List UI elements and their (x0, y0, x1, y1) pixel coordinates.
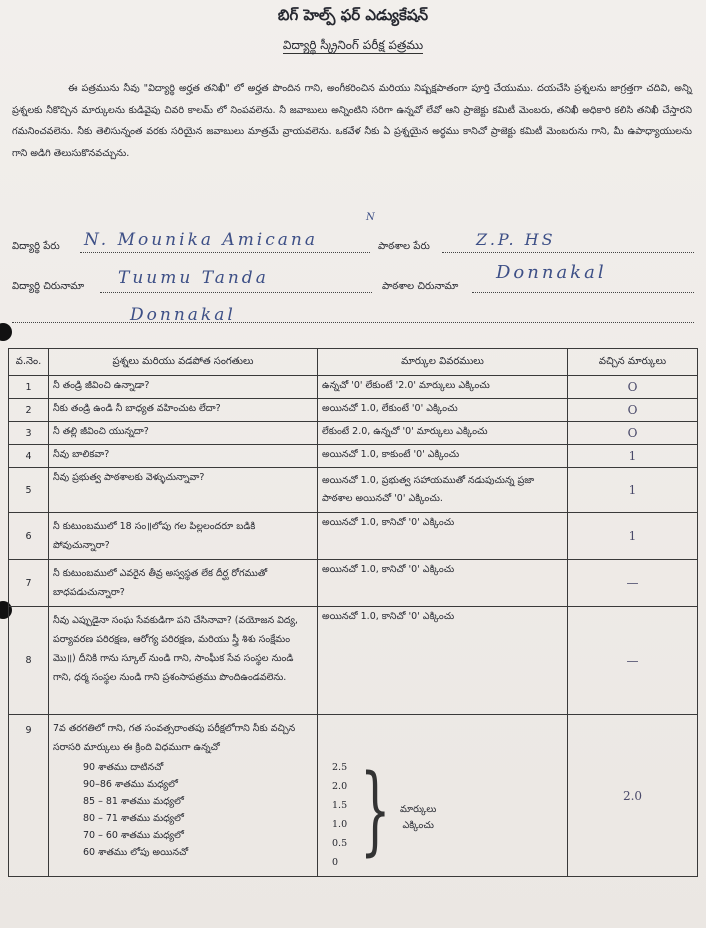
header-marks-received: వచ్చిన మార్కులు (568, 349, 698, 376)
row-detail: అయినచో 1.0, కానిచో '0' ఎక్కించు (318, 607, 568, 715)
row-question: నీ కుటుంబములో ఎవరైన తీవ్ర అస్వస్థత లేక దీర్ఘ రోగముతో బాధపడుచున్నారా? (49, 560, 318, 607)
percent-scale-list (53, 759, 313, 861)
school-address-line (472, 292, 694, 293)
scale-value: 2.0 (332, 781, 348, 792)
student-address-label: విద్యార్థి చిరునామా (12, 281, 85, 292)
scale-item: 90–86 శాతము మధ్యలో (83, 779, 178, 790)
row-question: నీకు తండ్రి ఉండి నీ బాధ్యత వహించుట లేదా? (49, 399, 318, 422)
punch-hole-top (0, 323, 12, 341)
row-mark: 2.0 (568, 715, 698, 877)
scale-item: 90 శాతము దాటినచో (83, 762, 164, 773)
row-question-9 (49, 715, 318, 877)
row-mark: O (568, 376, 698, 399)
row-num: 7 (9, 560, 49, 607)
table-row (9, 560, 698, 607)
row-num: 9 (9, 715, 49, 877)
row-question: నీవు బాలికవా? (49, 445, 318, 468)
row-detail: ఉన్నచో '0' లేకుంటే '2.0' మార్కులు ఎక్కించు (318, 376, 568, 399)
school-address-value: Donnakal (496, 262, 607, 283)
row-num: 6 (9, 513, 49, 560)
header-marks-detail: మార్కుల వివరములు (318, 349, 568, 376)
row-mark: O (568, 422, 698, 445)
row-mark: — (568, 560, 698, 607)
instructions-paragraph: ఈ పత్రమును నీవు "విద్యార్థి అర్హత తనిఖీ" లో అర్హత పొందిన గాని, అంగీకరించిన మరియు నిష్పక్షపాతంగా పూర్తి చేయుము. దయచేసి ప్రశ్నలను జాగ్రత్తగా చదివి, అన్ని ప్రశ్నలకు నీకొచ్చిన మార్కులను కుడివైపు చివరి కాలమ్ లో నింపవలెను. నీ జవాబులు అన్నింటిని సరిగా ఉన్నవో లేవో ఆని ప్రాజెక్టు కమిటీ మెంబరు, తనిఖీ అధికారి కలిసి తనిఖీ చేస్తారని గమనించవలెను. నీకు తెలిసున్నంత వరకు సరియైన జవాబులు మాత్రమే వ్రాయవలెను. ఒకవేళ నీకు ఏ ప్రశ్నయైన అర్థము కానిచో ప్రాజెక్టు కమిటీ మెంబరును గాని, మీ ఉపాధ్యాయులను గాని అడిగి తెలుసుకొనవచ్చును. (12, 83, 692, 159)
table-row (9, 715, 698, 877)
row-detail: అయినచో 1.0, కానిచో '0' ఎక్కించు (318, 513, 568, 560)
address-continuation-line (12, 322, 694, 323)
scale-value: 1.5 (332, 800, 348, 811)
row-mark: — (568, 607, 698, 715)
row-detail: లేకుంటే 2.0, ఉన్నచో '0' మార్కులు ఎక్కించు (318, 422, 568, 445)
row-detail: అయినచో 1.0, కాకుంటే '0' ఎక్కించు (318, 445, 568, 468)
table-row (9, 513, 698, 560)
scale-label (400, 802, 436, 834)
student-name-value: N. Mounika Amicana (84, 230, 318, 250)
table-header-row (9, 349, 698, 376)
scale-item: 85 – 81 శాతము మధ్యలో (83, 796, 184, 807)
table-row (9, 422, 698, 445)
row-mark: 1 (568, 445, 698, 468)
row-detail: అయినచో 1.0, ప్రభుత్వ సహాయముతో నడుపుచున్న ప్రజా పాఠశాల అయినచో '0' ఎక్కించు. (318, 468, 568, 513)
scale-label-line-2: ఎక్కించు (402, 820, 434, 831)
curly-brace-icon: } (360, 754, 391, 866)
scale-value: 1.0 (332, 819, 348, 830)
scale-item: 60 శాతము లోపు అయినచో (83, 847, 189, 858)
row-num: 8 (9, 607, 49, 715)
student-address-value: Tuumu Tanda (118, 268, 269, 288)
row-question: నీ తల్లి జీవించి యున్నదా? (49, 422, 318, 445)
row-question: నీవు ఎప్పుడైనా సంఘ సేవకుడిగా పని చేసినావా? (వయోజన విద్య, పర్యావరణ పరిరక్షణ, ఆరోగ్య పరిరక్షణ, మరియు స్త్రీ శిశు సంక్షేమం మొ॥) దీనికి గాను స్కూల్ నుండి గాని, సాంఘీక సేవ సంస్థల నుండి గాని, ధర్మ సంస్థల నుండి గాని ప్రశంసాపత్రము పొందిఉండవలెను. (49, 607, 318, 715)
row-detail-9 (318, 715, 568, 877)
student-address-line (100, 292, 372, 293)
row-num: 1 (9, 376, 49, 399)
school-name-value: Z.P. HS (476, 230, 556, 249)
school-name-label: పాఠశాల పేరు (378, 241, 430, 252)
row-num: 2 (9, 399, 49, 422)
row-question: నీవు ప్రభుత్వ పాఠశాలకు వెళ్ళుచున్నావా? (49, 468, 318, 513)
row-num: 4 (9, 445, 49, 468)
school-name-line (442, 252, 694, 253)
row-num: 3 (9, 422, 49, 445)
student-name-line (80, 252, 370, 253)
table-row (9, 468, 698, 513)
scale-values (322, 754, 563, 870)
table-row (9, 399, 698, 422)
header-num: వ.నెం. (9, 349, 49, 376)
scale-value: 2.5 (332, 762, 348, 773)
school-address-label: పాఠశాల చిరునామా (382, 281, 459, 292)
row-question: నీ తండ్రి జీవించి ఉన్నాడా? (49, 376, 318, 399)
form-subtitle-text: విద్యార్థి స్క్రీనింగ్ పరీక్ష పత్రము (282, 38, 424, 52)
scale-value: 0 (332, 857, 339, 868)
row-detail: అయినచో 1.0, లేకుంటే '0' ఎక్కించు (318, 399, 568, 422)
row-question: నీ కుటుంబములో 18 సం॥లోపు గల పిల్లలందరూ బడికి పోవుచున్నారా? (49, 513, 318, 560)
table-row (9, 376, 698, 399)
row-mark: O (568, 399, 698, 422)
table-row (9, 607, 698, 715)
row-detail: అయినచో 1.0, కానిచో '0' ఎక్కించు (318, 560, 568, 607)
scale-value: 0.5 (332, 838, 348, 849)
student-name-mark: N (366, 212, 375, 223)
form-title: బిగ్ హెల్ప్ ఫర్ ఎడ్యుకేషన్ (277, 6, 429, 24)
row-mark: 1 (568, 513, 698, 560)
scale-label-line-1: మార్కులు (400, 804, 437, 815)
row-question: 7వ తరగతిలో గాని, గత సంవత్సరాంతపు పరీక్షలోగాని నీకు వచ్చిన సరాసరి మార్కులు ఈ క్రింది విధముగా ఉన్నచో (53, 723, 296, 753)
table-row (9, 445, 698, 468)
row-mark: 1 (568, 468, 698, 513)
screening-table (8, 348, 698, 877)
header-question: ప్రశ్నలు మరియు వడపోత సంగతులు (49, 349, 318, 376)
scale-item: 70 – 60 శాతము మధ్యలో (83, 830, 184, 841)
row-num: 5 (9, 468, 49, 513)
scale-item: 80 – 71 శాతము మధ్యలో (83, 813, 184, 824)
student-address-value-2: Donnakal (130, 305, 236, 325)
form-subtitle (0, 38, 706, 55)
student-name-label: విద్యార్థి పేరు (12, 241, 60, 252)
